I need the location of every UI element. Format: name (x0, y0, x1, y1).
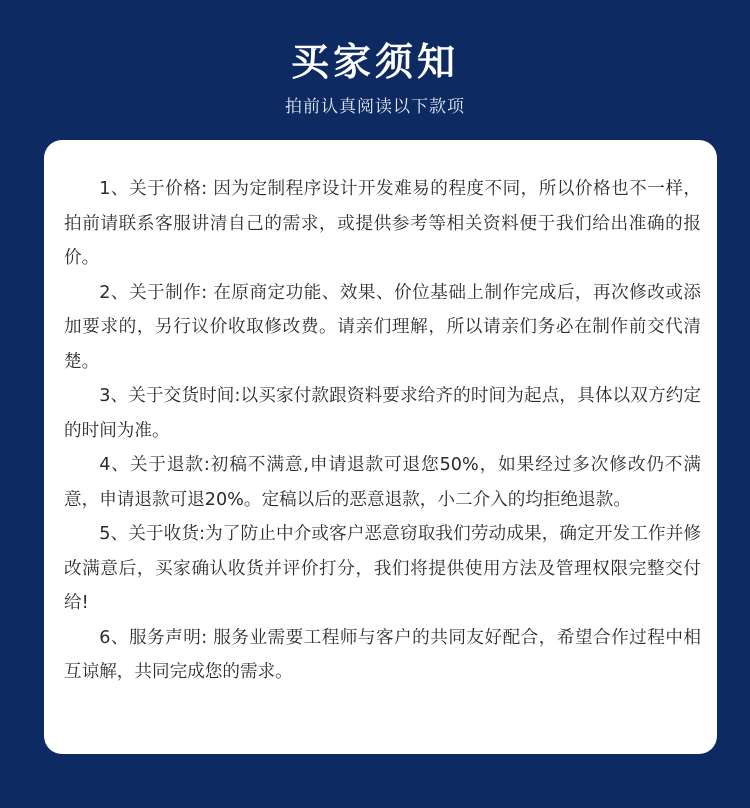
notice-item-refund: 4、关于退款:初稿不满意,申请退款可退您50%，如果经过多次修改仍不满意，申请退款可退20%。定稿以后的恶意退款，小二介入的均拒绝退款。 (64, 455, 701, 510)
page-title: 买家须知 (290, 40, 459, 84)
notice-item-production: 2、关于制作: 在原商定功能、效果、价位基础上制作完成后，再次修改或添加要求的，另行议价收取修改费。请亲们理解，所以请亲们务必在制作前交代清楚。 (64, 282, 701, 372)
notice-item-service-statement: 6、服务声明: 服务业需要工程师与客户的共同友好配合，希望合作过程中相互谅解，共同完成您的需求。 (64, 627, 701, 682)
notice-list (64, 172, 701, 690)
notice-item-price: 1、关于价格: 因为定制程序设计开发难易的程度不同，所以价格也不一样，拍前请联系客服讲清自己的需求，或提供参考等相关资料便于我们给出准确的报价。 (64, 179, 701, 268)
notice-item-receipt: 5、关于收货:为了防止中介或客户恶意窃取我们劳动成果，确定开发工作并修改满意后，买家确认收货并评价打分，我们将提供使用方法及管理权限完整交付给! (64, 524, 701, 613)
notice-item-delivery-time: 3、关于交货时间:以买家付款跟资料要求给齐的时间为起点，具体以双方约定的时间为准。 (64, 386, 701, 441)
notice-card (44, 140, 717, 754)
page-subtitle: 拍前认真阅读以下款项 (285, 97, 465, 117)
